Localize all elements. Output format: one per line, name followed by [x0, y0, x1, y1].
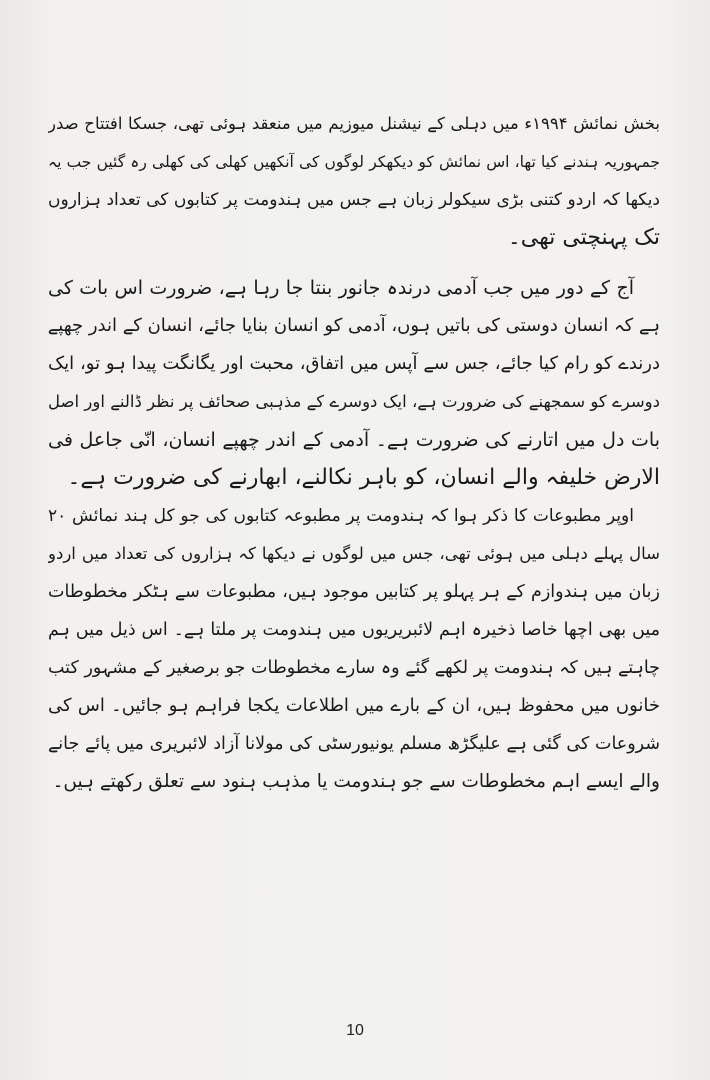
text-line: چاہتے ہیں کہ ہندومت پر لکھے گئے وہ سارے مخطوطات جو برصغیر کے مشہور کتب [48, 658, 660, 678]
paragraph-2 [48, 272, 660, 500]
text-line: درندے کو رام کیا جائے، جس سے آپس میں اتفاق، محبت اور یگانگت پیدا ہو تو، ایک [48, 353, 660, 374]
page-number: 10 [346, 1022, 364, 1039]
text-line: زبان میں ہندوازم کے ہر پہلو پر کتابیں موجود ہیں، مطبوعات سے ہٹکر مخطوطات [48, 582, 660, 602]
text-line: میں بھی اچھا خاصا ذخیرہ اہم لائبریریوں میں ہندومت پر ملتا ہے۔ اس ذیل میں ہم [48, 620, 660, 640]
text-line: خانوں میں محفوظ ہیں، ان کے بارے میں اطلاعات یکجا فراہم ہو جائیں۔ اس کی [48, 695, 660, 716]
text-line: تک پہنچتی تھی۔ [507, 225, 660, 250]
text-line: آج کے دور میں جب آدمی درندہ جانور بنتا جا رہا ہے، ضرورت اس بات کی [48, 277, 634, 299]
text-line: اوپر مطبوعات کا ذکر ہوا کہ ہندومت پر مطبوعہ کتابوں کی جو کل ہند نمائش ۲۰ [48, 506, 634, 526]
text-line: الارض خلیفہ والے انسان، کو باہر نکالنے، ابھارنے کی ضرورت ہے۔ [67, 465, 660, 490]
body-text [48, 108, 660, 804]
text-line: ہے کہ انسان دوستی کی باتیں ہوں، آدمی کو انسان بنایا جائے، انسان کے اندر چھپے [48, 315, 660, 336]
text-line: بخش نمائش ۱۹۹۴ء میں دہلی کے نیشنل میوزیم میں منعقد ہوئی تھی، جسکا افتتاح صدر [48, 114, 660, 133]
text-line: والے ایسے اہم مخطوطات سے جو ہندومت یا مذہب ہنود سے تعلق رکھتے ہیں۔ [52, 771, 660, 792]
text-line: بات دل میں اتارنے کی ضرورت ہے۔ آدمی کے اندر چھپے انسان، انّی جاعل فی [48, 429, 660, 451]
text-line: شروعات کی گئی ہے علیگڑھ مسلم یونیورسٹی کی مولانا آزاد لائبریری میں پائے جانے [48, 734, 660, 754]
text-line: دوسرے کو سمجھنے کی ضرورت ہے، ایک دوسرے کے مذہبی صحائف پر نظر ڈالنے اور اصل [48, 392, 660, 411]
text-line: جمہوریہ ہندنے کیا تھا، اس نمائش کو دیکھکر لوگوں کی آنکھیں کھلی کی کھلی رہ گئیں جب یہ [48, 153, 660, 171]
paragraph-1 [48, 108, 660, 260]
text-line: سال پہلے دہلی میں ہوئی تھی، جس میں لوگوں نے دیکھا کہ ہزاروں کی تعداد میں اردو [48, 544, 660, 563]
paragraph-3 [48, 500, 660, 804]
text-line: دیکھا کہ اردو کتنی بڑی سیکولر زبان ہے جس میں ہندومت پر کتابوں کی تعداد ہزاروں [48, 190, 660, 210]
